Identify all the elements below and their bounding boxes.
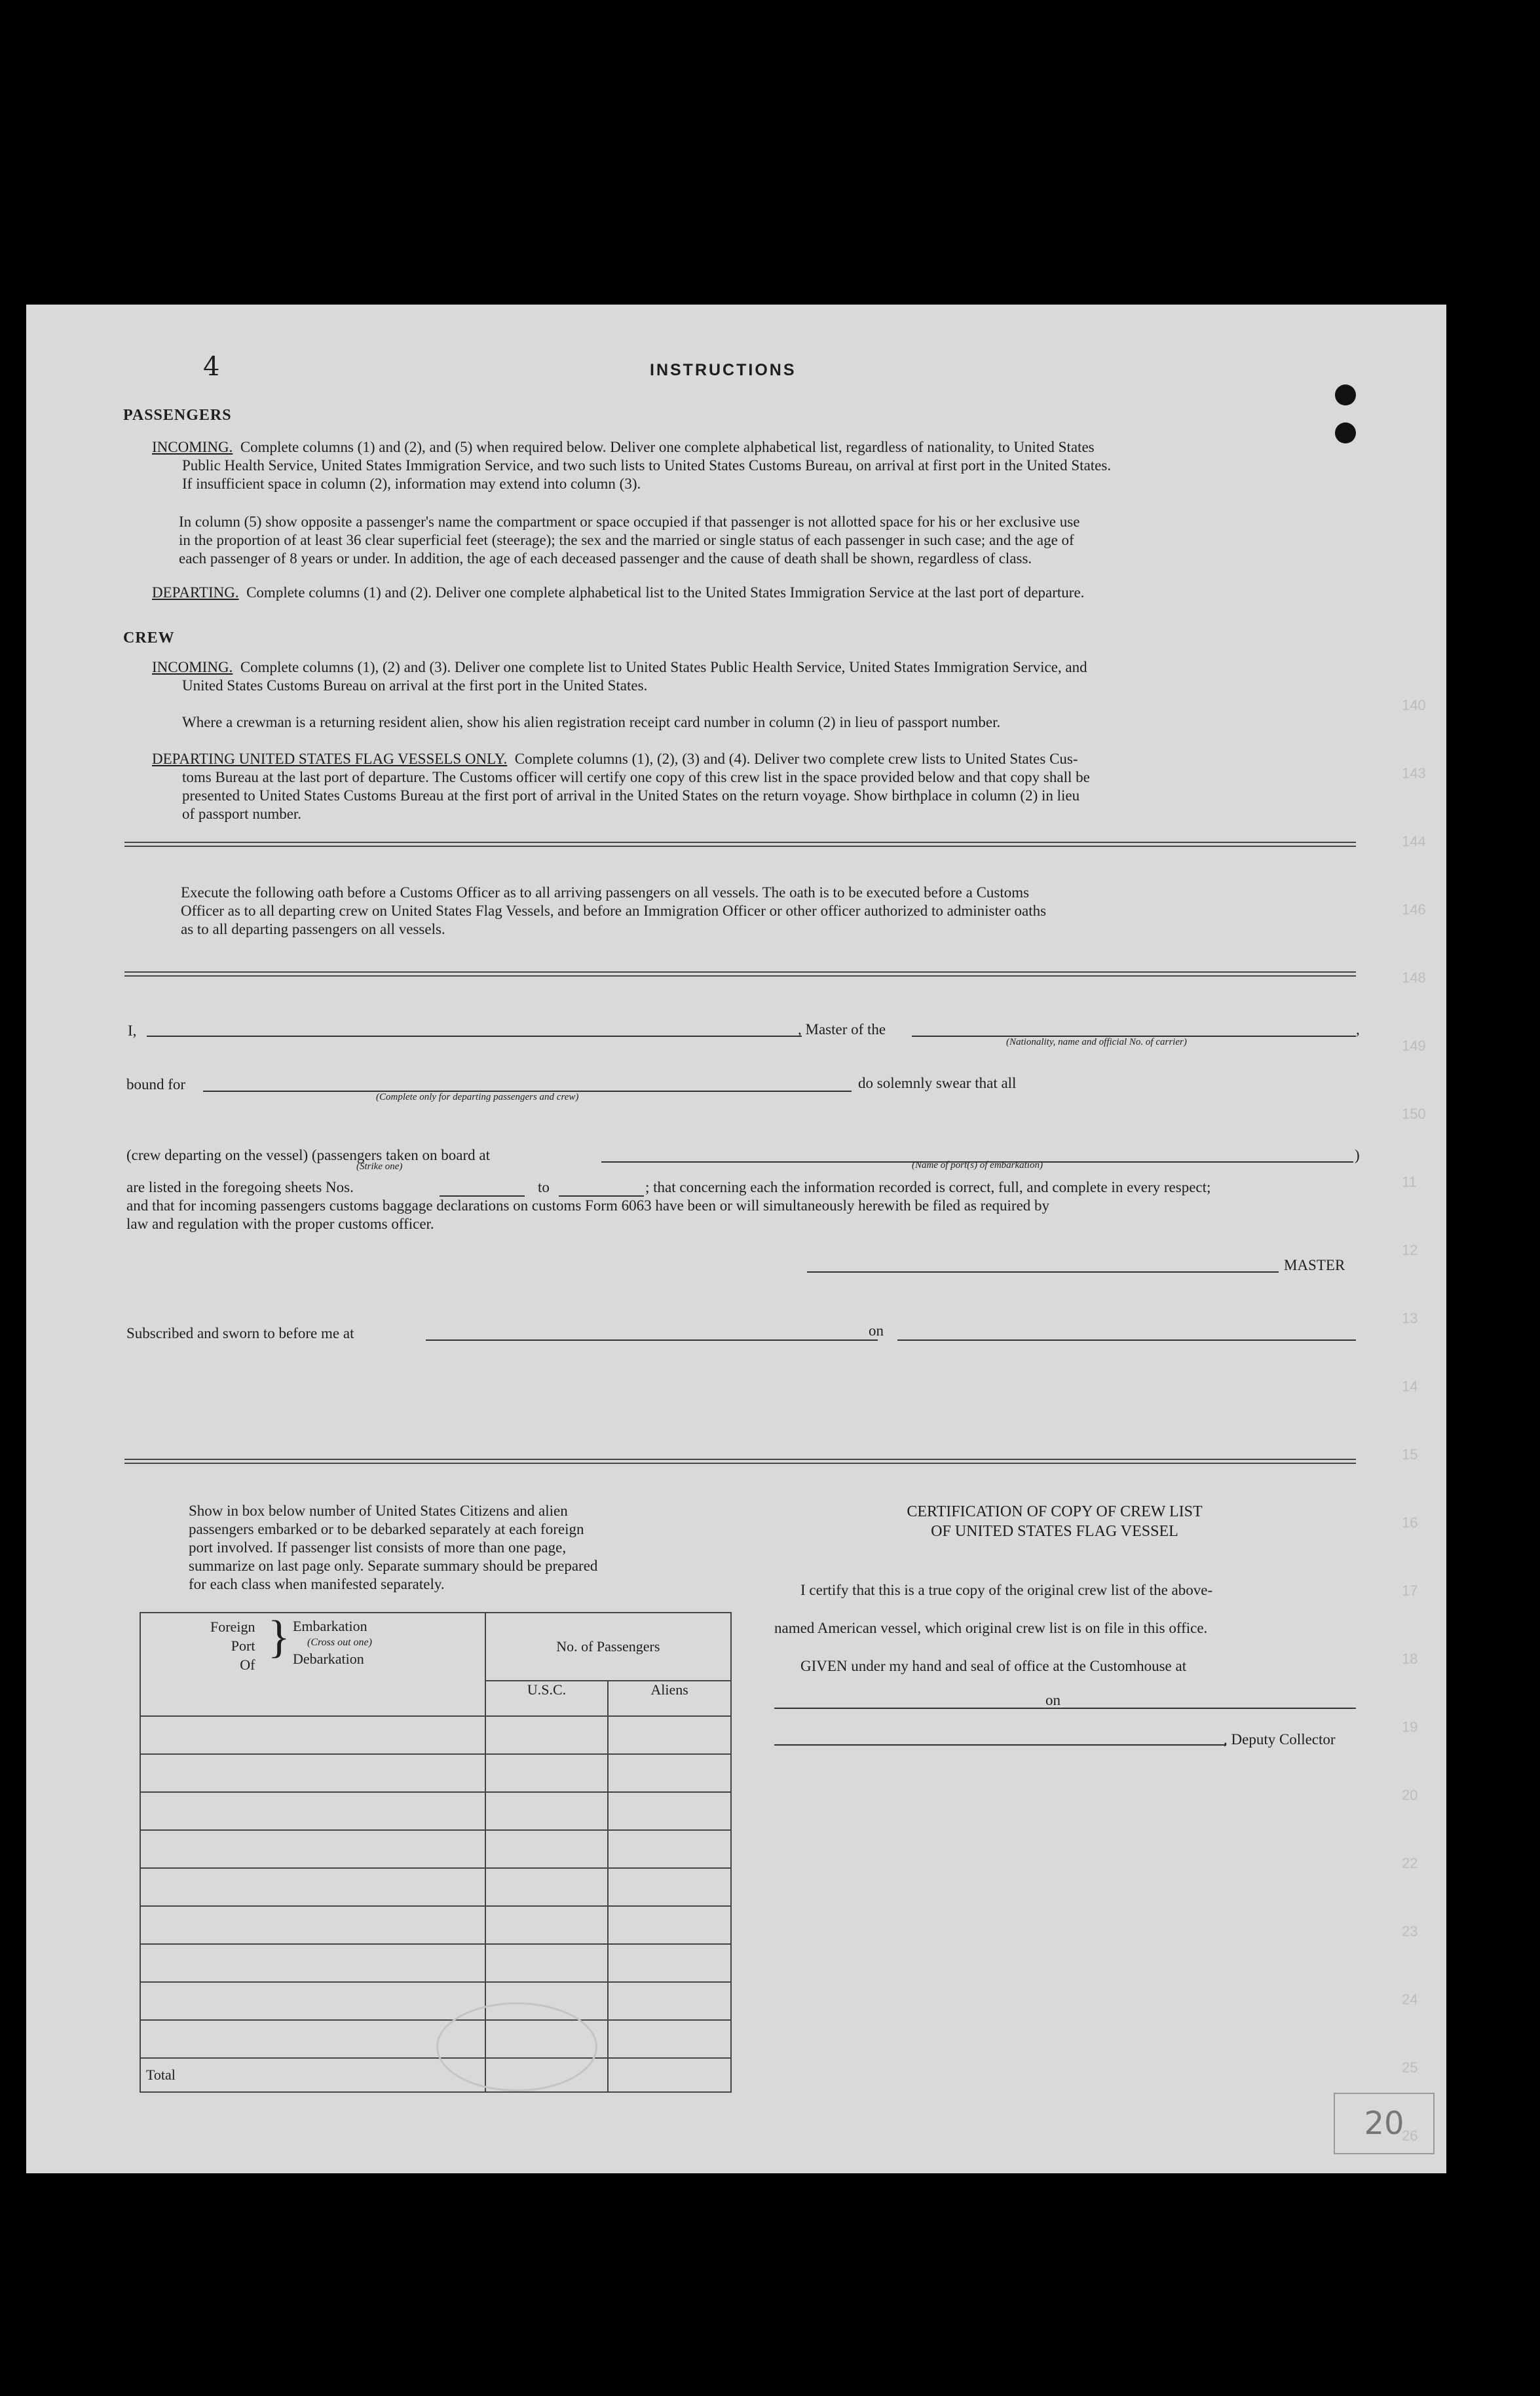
divider-rule bbox=[124, 971, 1356, 973]
passengers-header: No. of Passengers bbox=[485, 1613, 731, 1681]
master-signature-field[interactable] bbox=[807, 1271, 1279, 1273]
passengers-incoming-label: INCOMING. bbox=[152, 439, 233, 455]
crew-departing: DEPARTING UNITED STATES FLAG VESSELS ONLY. Complete columns (1), (2), (3) and (4). Deliver two complete crew lists to United States Cus- toms Bureau at the last port of departure. The Customs officer will certify one copy of this crew list in the space provided below and that copy shall be presented to United States Customs Bureau at the first port of arrival in the United States on the return voyage. Show birthplace in column (2) in lieu of passport number. bbox=[152, 751, 1090, 822]
summary-aliens-cell[interactable] bbox=[608, 1716, 731, 1754]
summary-usc-cell[interactable] bbox=[485, 1716, 609, 1754]
brace-icon: } bbox=[268, 1612, 290, 1662]
certification-date-field[interactable] bbox=[1069, 1708, 1356, 1709]
sheet-to-field[interactable] bbox=[559, 1195, 644, 1197]
listed-statement: are listed in the foregoing sheets Nos. to ; that concerning each the information recorded is correct, full, and complete in every respect; and that for incoming passengers customs baggage declarations on customs Form 6063 have been or will simultaneously herewith be filed as required by law and regulation with the proper customs officer. bbox=[126, 1179, 1211, 1232]
summary-aliens-cell[interactable] bbox=[608, 1868, 731, 1906]
summary-aliens-cell[interactable] bbox=[608, 1944, 731, 1982]
total-label: Total bbox=[140, 2058, 485, 2092]
foreign-label: Foreign bbox=[210, 1619, 255, 1635]
subscribed-label: Subscribed and sworn to before me at bbox=[126, 1325, 354, 1341]
summary-instructions: Show in box below number of United States Citizens and alien passengers embarked or to be debarked separately at each foreign port involved. If passenger list consists of more than one page, summarize on last page only. Separate summary should be prepared for each class when manifested separately. bbox=[189, 1503, 598, 1592]
divider-rule bbox=[124, 1459, 1356, 1460]
margin-row-numbers: 140 143 144 146 148 149 150 11 12 13 14 15 16 17 18 19 20 22 23 24 25 26 bbox=[1402, 697, 1426, 2144]
given-line: GIVEN under my hand and seal of office at the Customhouse at bbox=[800, 1658, 1187, 1674]
divider-rule bbox=[124, 1463, 1356, 1464]
crew-heading: CREW bbox=[123, 629, 175, 646]
document-page bbox=[26, 305, 1446, 2173]
punch-hole bbox=[1335, 384, 1356, 405]
sheet-number: 20 bbox=[1364, 2105, 1404, 2142]
master-label: MASTER bbox=[1284, 1257, 1345, 1273]
crew-resident-alien: Where a crewman is a returning resident alien, show his alien registration receipt card number in column (2) in lieu of passport number. bbox=[182, 714, 1001, 730]
crew-incoming-label: INCOMING. bbox=[152, 659, 233, 675]
summary-usc-cell[interactable] bbox=[485, 1792, 609, 1830]
divider-rule bbox=[124, 846, 1356, 847]
crew-incoming: INCOMING. Complete columns (1), (2) and (3). Deliver one complete list to United States Public Health Service, United States Immigration Service, and United States Customs Bureau on arrival at the first port in the United States. bbox=[152, 659, 1087, 694]
total-aliens-cell[interactable] bbox=[608, 2058, 731, 2092]
of-label: Of bbox=[240, 1657, 255, 1673]
summary-port-cell[interactable] bbox=[140, 1906, 485, 1944]
sheet-from-field[interactable] bbox=[440, 1195, 525, 1197]
summary-aliens-cell[interactable] bbox=[608, 1830, 731, 1868]
bound-for-label: bound for bbox=[126, 1076, 186, 1093]
port-header-cell bbox=[140, 1613, 485, 1716]
summary-usc-cell[interactable] bbox=[485, 1868, 609, 1906]
summary-usc-cell[interactable] bbox=[485, 1906, 609, 1944]
customs-stamp bbox=[436, 2002, 597, 2091]
summary-port-cell[interactable] bbox=[140, 1982, 485, 2020]
embarkation-label: Embarkation bbox=[293, 1618, 367, 1634]
certification-title: CERTIFICATION OF COPY OF CREW LIST OF UNITED STATES FLAG VESSEL bbox=[907, 1503, 1203, 1540]
certify-line1: I certify that this is a true copy of the original crew list of the above- bbox=[800, 1582, 1213, 1598]
summary-aliens-cell[interactable] bbox=[608, 1792, 731, 1830]
subscribed-on-label: on bbox=[869, 1322, 884, 1339]
swear-label: do solemnly swear that all bbox=[858, 1075, 1017, 1091]
oath-instructions: Execute the following oath before a Customs Officer as to all arriving passengers on all vessels. The oath is to be executed before a Customs Officer as to all departing crew on United States Flag Vessels, and before an Immigration Officer or other officer authorized to administer oaths as to all departing passengers on all vessels. bbox=[181, 884, 1047, 937]
deputy-collector-signature[interactable] bbox=[774, 1744, 1226, 1746]
carrier-caption: (Nationality, name and official No. of carrier) bbox=[1006, 1037, 1187, 1047]
summary-usc-cell[interactable] bbox=[485, 1830, 609, 1868]
summary-aliens-cell[interactable] bbox=[608, 1754, 731, 1792]
cross-out-label: (Cross out one) bbox=[307, 1637, 372, 1648]
bound-caption: (Complete only for departing passengers and crew) bbox=[376, 1092, 579, 1102]
summary-aliens-cell[interactable] bbox=[608, 1906, 731, 1944]
passengers-departing-label: DEPARTING. bbox=[152, 584, 239, 601]
carrier-comma: , bbox=[1356, 1021, 1360, 1038]
certify-line2: named American vessel, which original crew list is on file in this office. bbox=[774, 1620, 1208, 1636]
port-label: Port bbox=[231, 1638, 255, 1654]
passenger-summary-table bbox=[140, 1612, 732, 2093]
usc-header: U.S.C. bbox=[485, 1681, 609, 1716]
debarkation-label: Debarkation bbox=[293, 1651, 364, 1667]
oath-i-label: I, bbox=[128, 1022, 137, 1039]
summary-usc-cell[interactable] bbox=[485, 1754, 609, 1792]
aliens-header: Aliens bbox=[608, 1681, 731, 1716]
summary-port-cell[interactable] bbox=[140, 1792, 485, 1830]
passengers-heading: PASSENGERS bbox=[123, 407, 232, 424]
crew-departing-label: (crew departing on the vessel) (passengers taken on board at bbox=[126, 1147, 490, 1163]
passengers-column5: In column (5) show opposite a passenger's name the compartment or space occupied if that passenger is not allotted space for his or her exclusive use in the proportion of at least 36 clear superficial feet (steerage); the sex and the married or single status of each passenger in such case; and the age of each passenger of 8 years or under. In addition, the age of each deceased passenger and the cause of death shall be shown, regardless of class. bbox=[179, 514, 1080, 567]
summary-port-cell[interactable] bbox=[140, 1830, 485, 1868]
customhouse-field[interactable] bbox=[774, 1708, 1069, 1709]
ports-caption: (Name of port(s) of embarkation) bbox=[912, 1160, 1043, 1170]
passengers-departing: DEPARTING. Complete columns (1) and (2). Deliver one complete alphabetical list to the United States Immigration Service at the last port of departure. bbox=[152, 584, 1085, 601]
summary-port-cell[interactable] bbox=[140, 1716, 485, 1754]
subscribed-date-field[interactable] bbox=[897, 1339, 1356, 1341]
subscribed-place-field[interactable] bbox=[426, 1339, 878, 1341]
master-of-label: , Master of the bbox=[798, 1021, 886, 1038]
summary-aliens-cell[interactable] bbox=[608, 2020, 731, 2058]
strike-one-caption: (Strike one) bbox=[356, 1161, 403, 1172]
summary-aliens-cell[interactable] bbox=[608, 1982, 731, 2020]
page-mark: 4 bbox=[203, 352, 220, 382]
master-name-field[interactable] bbox=[147, 1036, 802, 1037]
passengers-incoming: INCOMING. Complete columns (1) and (2), and (5) when required below. Deliver one complete alphabetical list, regardless of nationality, to United States Public Health Service, United States Immigration Service, and two such lists to United States Customs Bureau, on arrival at first port in the United States. If insufficient space in column (2), information may extend into column (3). bbox=[152, 439, 1112, 492]
crew-departing-label: DEPARTING UNITED STATES FLAG VESSELS ONLY. bbox=[152, 751, 508, 767]
certification-on-label: on bbox=[1045, 1692, 1061, 1708]
ports-close-paren: ) bbox=[1355, 1147, 1360, 1163]
summary-usc-cell[interactable] bbox=[485, 1944, 609, 1982]
divider-rule bbox=[124, 975, 1356, 977]
summary-port-cell[interactable] bbox=[140, 1944, 485, 1982]
page-title: INSTRUCTIONS bbox=[650, 361, 797, 379]
deputy-collector-label: , Deputy Collector bbox=[1224, 1731, 1336, 1748]
summary-port-cell[interactable] bbox=[140, 2020, 485, 2058]
divider-rule bbox=[124, 842, 1356, 843]
summary-port-cell[interactable] bbox=[140, 1868, 485, 1906]
summary-port-cell[interactable] bbox=[140, 1754, 485, 1792]
sheet-number-box bbox=[1334, 2093, 1435, 2154]
